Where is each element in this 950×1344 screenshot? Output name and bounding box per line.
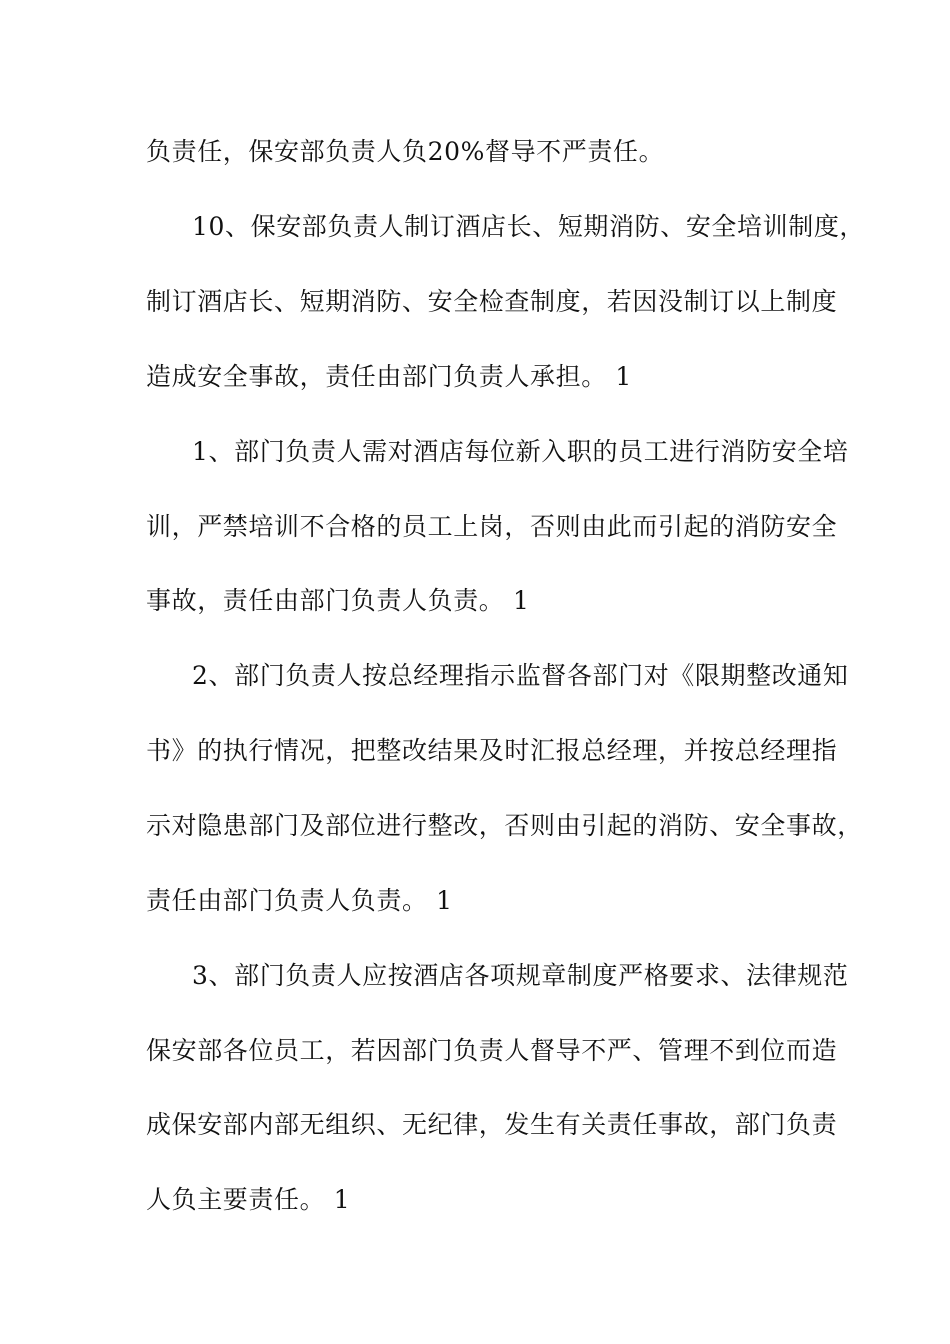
text-line-13: 保安部各位员工，若因部门负责人督导不严、管理不到位而造 bbox=[146, 1036, 838, 1065]
text-line-9: 书》的执行情况，把整改结果及时汇报总经理，并按总经理指 bbox=[146, 736, 838, 765]
text-line-12: 3、部门负责人应按酒店各项规章制度严格要求、法律规范 bbox=[192, 961, 849, 990]
text-line-15: 人负主要责任。 1 bbox=[146, 1185, 351, 1214]
text-line-1: 负责任，保安部负责人负20%督导不严责任。 bbox=[146, 137, 665, 166]
text-line-7: 事故，责任由部门负责人负责。 1 bbox=[146, 586, 530, 615]
text-line-8: 2、部门负责人按总经理指示监督各部门对《限期整改通知 bbox=[192, 661, 849, 690]
text-line-6: 训，严禁培训不合格的员工上岗，否则由此而引起的消防安全 bbox=[146, 512, 838, 541]
text-line-14: 成保安部内部无组织、无纪律，发生有关责任事故，部门负责 bbox=[146, 1110, 838, 1139]
text-line-10: 示对隐患部门及部位进行整改，否则由引起的消防、安全事故， bbox=[146, 811, 863, 840]
text-line-4: 造成安全事故，责任由部门负责人承担。 1 bbox=[146, 362, 632, 391]
text-line-2: 10、保安部负责人制订酒店长、短期消防、安全培训制度， bbox=[192, 212, 866, 241]
text-line-5: 1、部门负责人需对酒店每位新入职的员工进行消防安全培 bbox=[192, 437, 849, 466]
text-line-3: 制订酒店长、短期消防、安全检查制度，若因没制订以上制度 bbox=[146, 287, 838, 316]
text-line-11: 责任由部门负责人负责。 1 bbox=[146, 886, 453, 915]
